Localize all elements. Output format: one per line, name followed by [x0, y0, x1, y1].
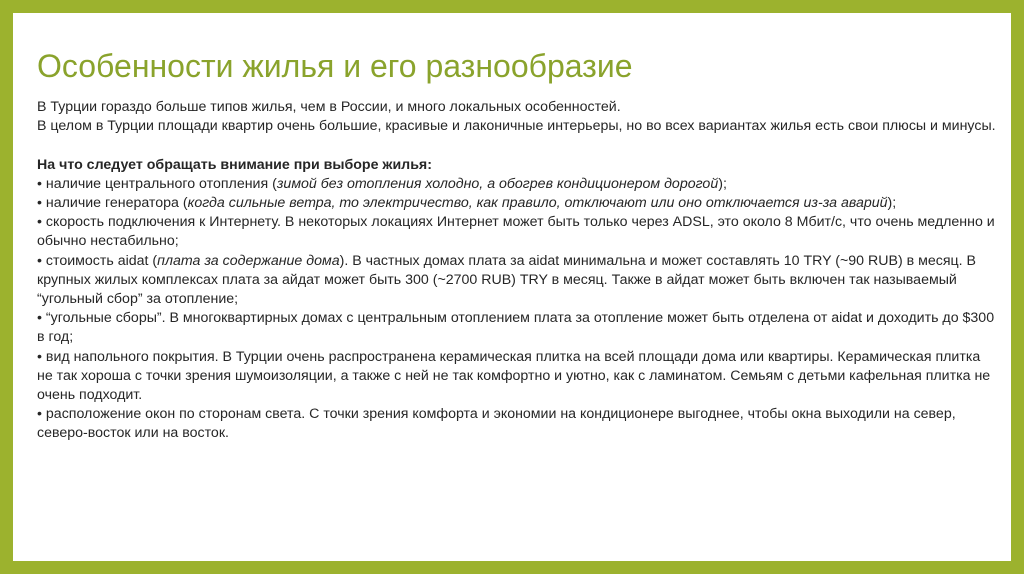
list-item-text: • наличие центрального отопления ( — [37, 175, 277, 192]
list-item: • “угольные сборы”. В многоквартирных домах с центральным отоплением плата за отопление может быть отделена от aidat и доходить до $300 в год; — [37, 310, 995, 346]
list-item: • вид напольного покрытия. В Турции очень распространена керамическая плитка на всей площади дома или квартиры. Керамическая плитка не так хороша с точки зрения шумоизоляции, а также с ней не так комфортно и уютно, как с ламинатом. Семьям с детьми кафельная плитка не очень подходит. — [37, 348, 991, 404]
list-item-note: зимой без отопления холодно, а обогрев кондиционером дорогой — [276, 175, 719, 192]
list-item-text-end: ). В частных домах плата за aidat минимальна и может составлять 10 TRY (~90 RUB) в месяц. В крупных жилых комплексах плата за айдат может быть 300 (~2700 RUB) TRY в месяц. Также в айдат может быть включен так называемый “угольный сбор” за отопление; — [37, 252, 977, 308]
list-item-text-end: ); — [718, 175, 727, 192]
paragraph-gap — [37, 136, 997, 155]
intro-paragraph: В целом в Турции площади квартир очень большие, красивые и лаконичные интерьеры, но во всех вариантах жилья есть свои плюсы и минусы. — [37, 118, 996, 135]
list-item — [37, 194, 997, 213]
intro-paragraph: В Турции гораздо больше типов жилья, чем в России, и много локальных особенностей. — [37, 99, 621, 115]
list-heading: На что следует обращать внимание при выборе жилья: — [37, 156, 432, 173]
slide-title: Особенности жилья и его разнообразие — [37, 48, 633, 84]
list-item — [37, 252, 997, 310]
list-item-text: • наличие генератора ( — [37, 195, 188, 211]
slide-body — [37, 98, 997, 444]
list-item: • расположение окон по сторонам света. С точки зрения комфорта и экономии на кондиционере выгоднее, чтобы окна выходили на север, северо-восток или на восток. — [37, 406, 956, 442]
list-item-text-end: ); — [887, 195, 897, 211]
list-item-note: плата за содержание дома — [157, 252, 340, 269]
list-item-text: • стоимость aidat ( — [37, 252, 158, 269]
list-item-note: когда сильные ветра, то электричество, как правило, отключают или оно отключается из-за аварий — [187, 195, 888, 211]
list-item: • скорость подключения к Интернету. В некоторых локациях Интернет может быть только через ADSL, это около 8 Мбит/с, что очень медленно и обычно нестабильно; — [37, 214, 995, 250]
slide — [13, 13, 1011, 561]
list-item — [37, 175, 997, 194]
